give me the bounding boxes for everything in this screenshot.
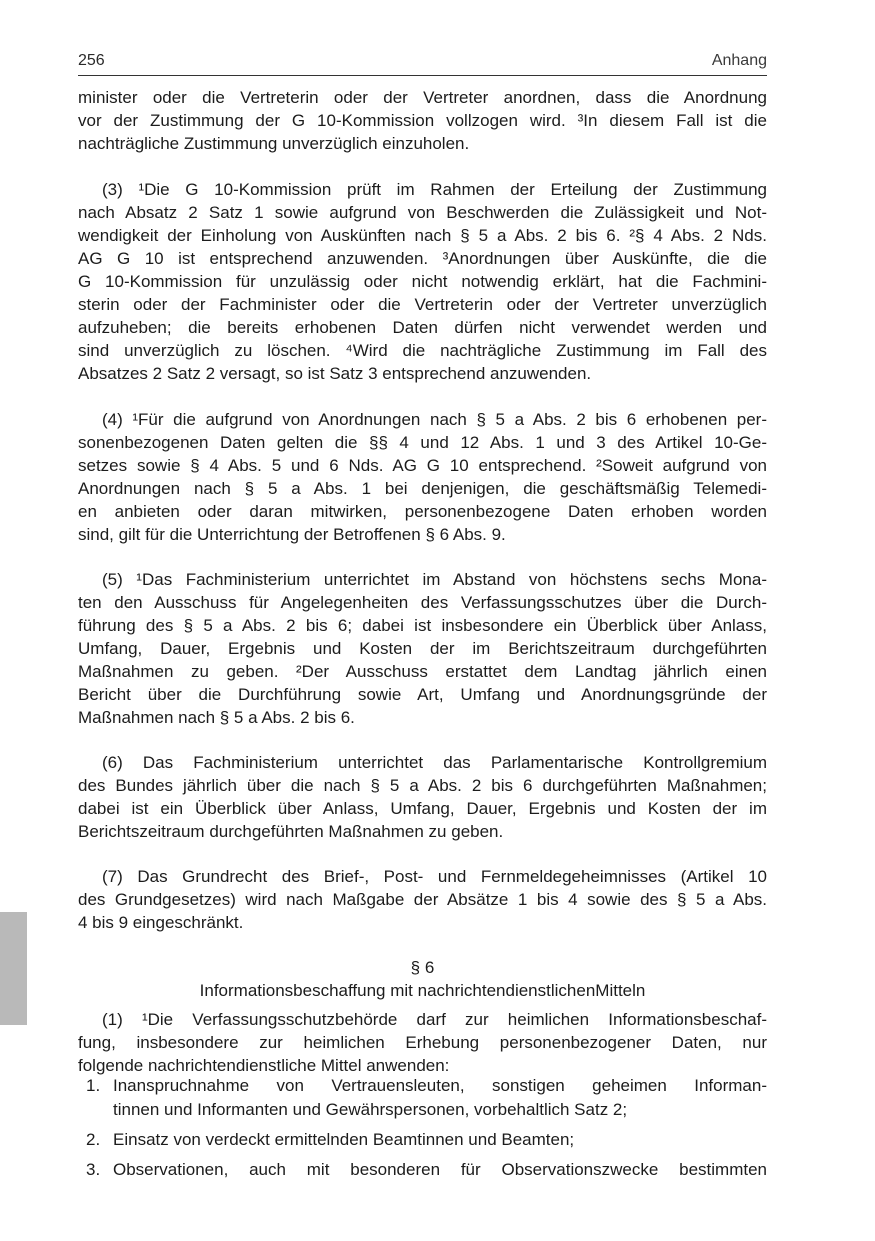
text-line: Maßnahmen zu geben. ²Der Ausschuss erstattet dem Landtag jährlich einen bbox=[78, 662, 767, 681]
text-line: Anordnungen nach § 5 a Abs. 1 bei denjenigen, die geschäftsmäßig Telemedi- bbox=[78, 479, 767, 498]
section-title: Informationsbeschaffung mit nachrichtendienstlichenMitteln bbox=[199, 981, 646, 1000]
text-line: nach Absatz 2 Satz 1 sowie aufgrund von Beschwerden die Zulässigkeit und Not- bbox=[78, 203, 767, 222]
text-line: wendigkeit der Einholung von Auskünften nach § 5 a Abs. 2 bis 6. ²§ 4 Abs. 2 Nds. bbox=[78, 226, 767, 245]
header-rule bbox=[78, 75, 767, 76]
text-line: Inanspruchnahme von Vertrauensleuten, sonstigen geheimen Informan- bbox=[113, 1076, 767, 1095]
text-line: vor der Zustimmung der G 10-Kommission vollzogen wird. ³In diesem Fall ist die bbox=[78, 111, 767, 130]
text-line: tinnen und Informanten und Gewährspersonen, vorbehaltlich Satz 2; bbox=[113, 1100, 628, 1119]
text-line: Bericht über die Durchführung sowie Art, Umfang und Anordnungsgründe der bbox=[78, 685, 767, 704]
text-line: Berichtszeitraum durchgeführten Maßnahmen zu geben. bbox=[78, 822, 504, 841]
text-line: G 10-Kommission für unzulässig oder nicht notwendig erklärt, hat die Fachmini- bbox=[78, 272, 767, 291]
text-line: sonenbezogenen Daten gelten die §§ 4 und 12 Abs. 1 und 3 des Artikel 10-Ge- bbox=[78, 433, 767, 452]
text-line: Umfang, Dauer, Ergebnis und Kosten der im Berichtszeitraum durchgeführten bbox=[78, 639, 767, 658]
text-line: des Bundes jährlich über die nach § 5 a Abs. 2 bis 6 durchgeführten Maßnahmen; bbox=[78, 776, 767, 795]
text-line: sind, gilt für die Unterrichtung der Betroffenen § 6 Abs. 9. bbox=[78, 525, 506, 544]
text-line: nachträgliche Zustimmung unverzüglich einzuholen. bbox=[78, 134, 470, 153]
text-line: ten den Ausschuss für Angelegenheiten des Verfassungsschutzes über die Durch- bbox=[78, 593, 767, 612]
text-line: sind unverzüglich zu löschen. ⁴Wird die nachträgliche Zustimmung im Fall des bbox=[78, 341, 767, 360]
list-item-number: 2. bbox=[86, 1130, 101, 1149]
section-number: § 6 bbox=[410, 958, 435, 977]
list-item-number: 3. bbox=[86, 1160, 101, 1179]
text-line: setzes sowie § 4 Abs. 5 und 6 Nds. AG G 10 entsprechend. ²Soweit aufgrund von bbox=[78, 456, 767, 475]
text-line: des Grundgesetzes) wird nach Maßgabe der Absätze 1 bis 4 sowie des § 5 a Abs. bbox=[78, 890, 767, 909]
text-line: folgende nachrichtendienstliche Mittel anwenden: bbox=[78, 1056, 450, 1075]
text-line: Observationen, auch mit besonderen für Observationszwecke bestimmten bbox=[113, 1160, 767, 1179]
text-line: führung des § 5 a Abs. 2 bis 6; dabei ist insbesondere ein Überblick über Anlass, bbox=[78, 616, 767, 635]
text-line: Absatzes 2 Satz 2 versagt, so ist Satz 3 entsprechend anzuwenden. bbox=[78, 364, 592, 383]
text-line: (4) ¹Für die aufgrund von Anordnungen nach § 5 a Abs. 2 bis 6 erhobenen per- bbox=[102, 410, 767, 429]
text-line: fung, insbesondere zur heimlichen Erhebung personenbezogener Daten, nur bbox=[78, 1033, 767, 1052]
list-item-number: 1. bbox=[86, 1076, 101, 1095]
text-line: (3) ¹Die G 10-Kommission prüft im Rahmen der Erteilung der Zustimmung bbox=[102, 180, 767, 199]
text-line: Einsatz von verdeckt ermittelnden Beamtinnen und Beamten; bbox=[113, 1130, 575, 1149]
text-line: Maßnahmen nach § 5 a Abs. 2 bis 6. bbox=[78, 708, 355, 727]
text-line: minister oder die Vertreterin oder der Vertreter anordnen, dass die Anordnung bbox=[78, 88, 767, 107]
text-line: (5) ¹Das Fachministerium unterrichtet im Abstand von höchstens sechs Mona- bbox=[102, 570, 767, 589]
text-line: aufzuheben; die bereits erhobenen Daten dürfen nicht verwendet werden und bbox=[78, 318, 767, 337]
text-line: AG G 10 ist entsprechend anzuwenden. ³Anordnungen über Auskünfte, die die bbox=[78, 249, 767, 268]
text-line: en anbieten oder daran mitwirken, personenbezogene Daten erhoben worden bbox=[78, 502, 767, 521]
chapter-thumb-tab bbox=[0, 912, 27, 1025]
text-line: sterin oder der Fachminister oder die Vertreterin oder der Vertreter unverzüglich bbox=[78, 295, 767, 314]
text-line: 4 bis 9 eingeschränkt. bbox=[78, 913, 244, 932]
text-line: (6) Das Fachministerium unterrichtet das Parlamentarische Kontrollgremium bbox=[102, 753, 767, 772]
page-number: 256 bbox=[78, 52, 105, 69]
running-title: Anhang bbox=[711, 52, 767, 69]
text-line: (7) Das Grundrecht des Brief-, Post- und Fernmeldegeheimnisses (Artikel 10 bbox=[102, 867, 767, 886]
text-line: dabei ist ein Überblick über Anlass, Umfang, Dauer, Ergebnis und Kosten der im bbox=[78, 799, 767, 818]
text-line: (1) ¹Die Verfassungsschutzbehörde darf zur heimlichen Informationsbeschaf- bbox=[102, 1010, 767, 1029]
